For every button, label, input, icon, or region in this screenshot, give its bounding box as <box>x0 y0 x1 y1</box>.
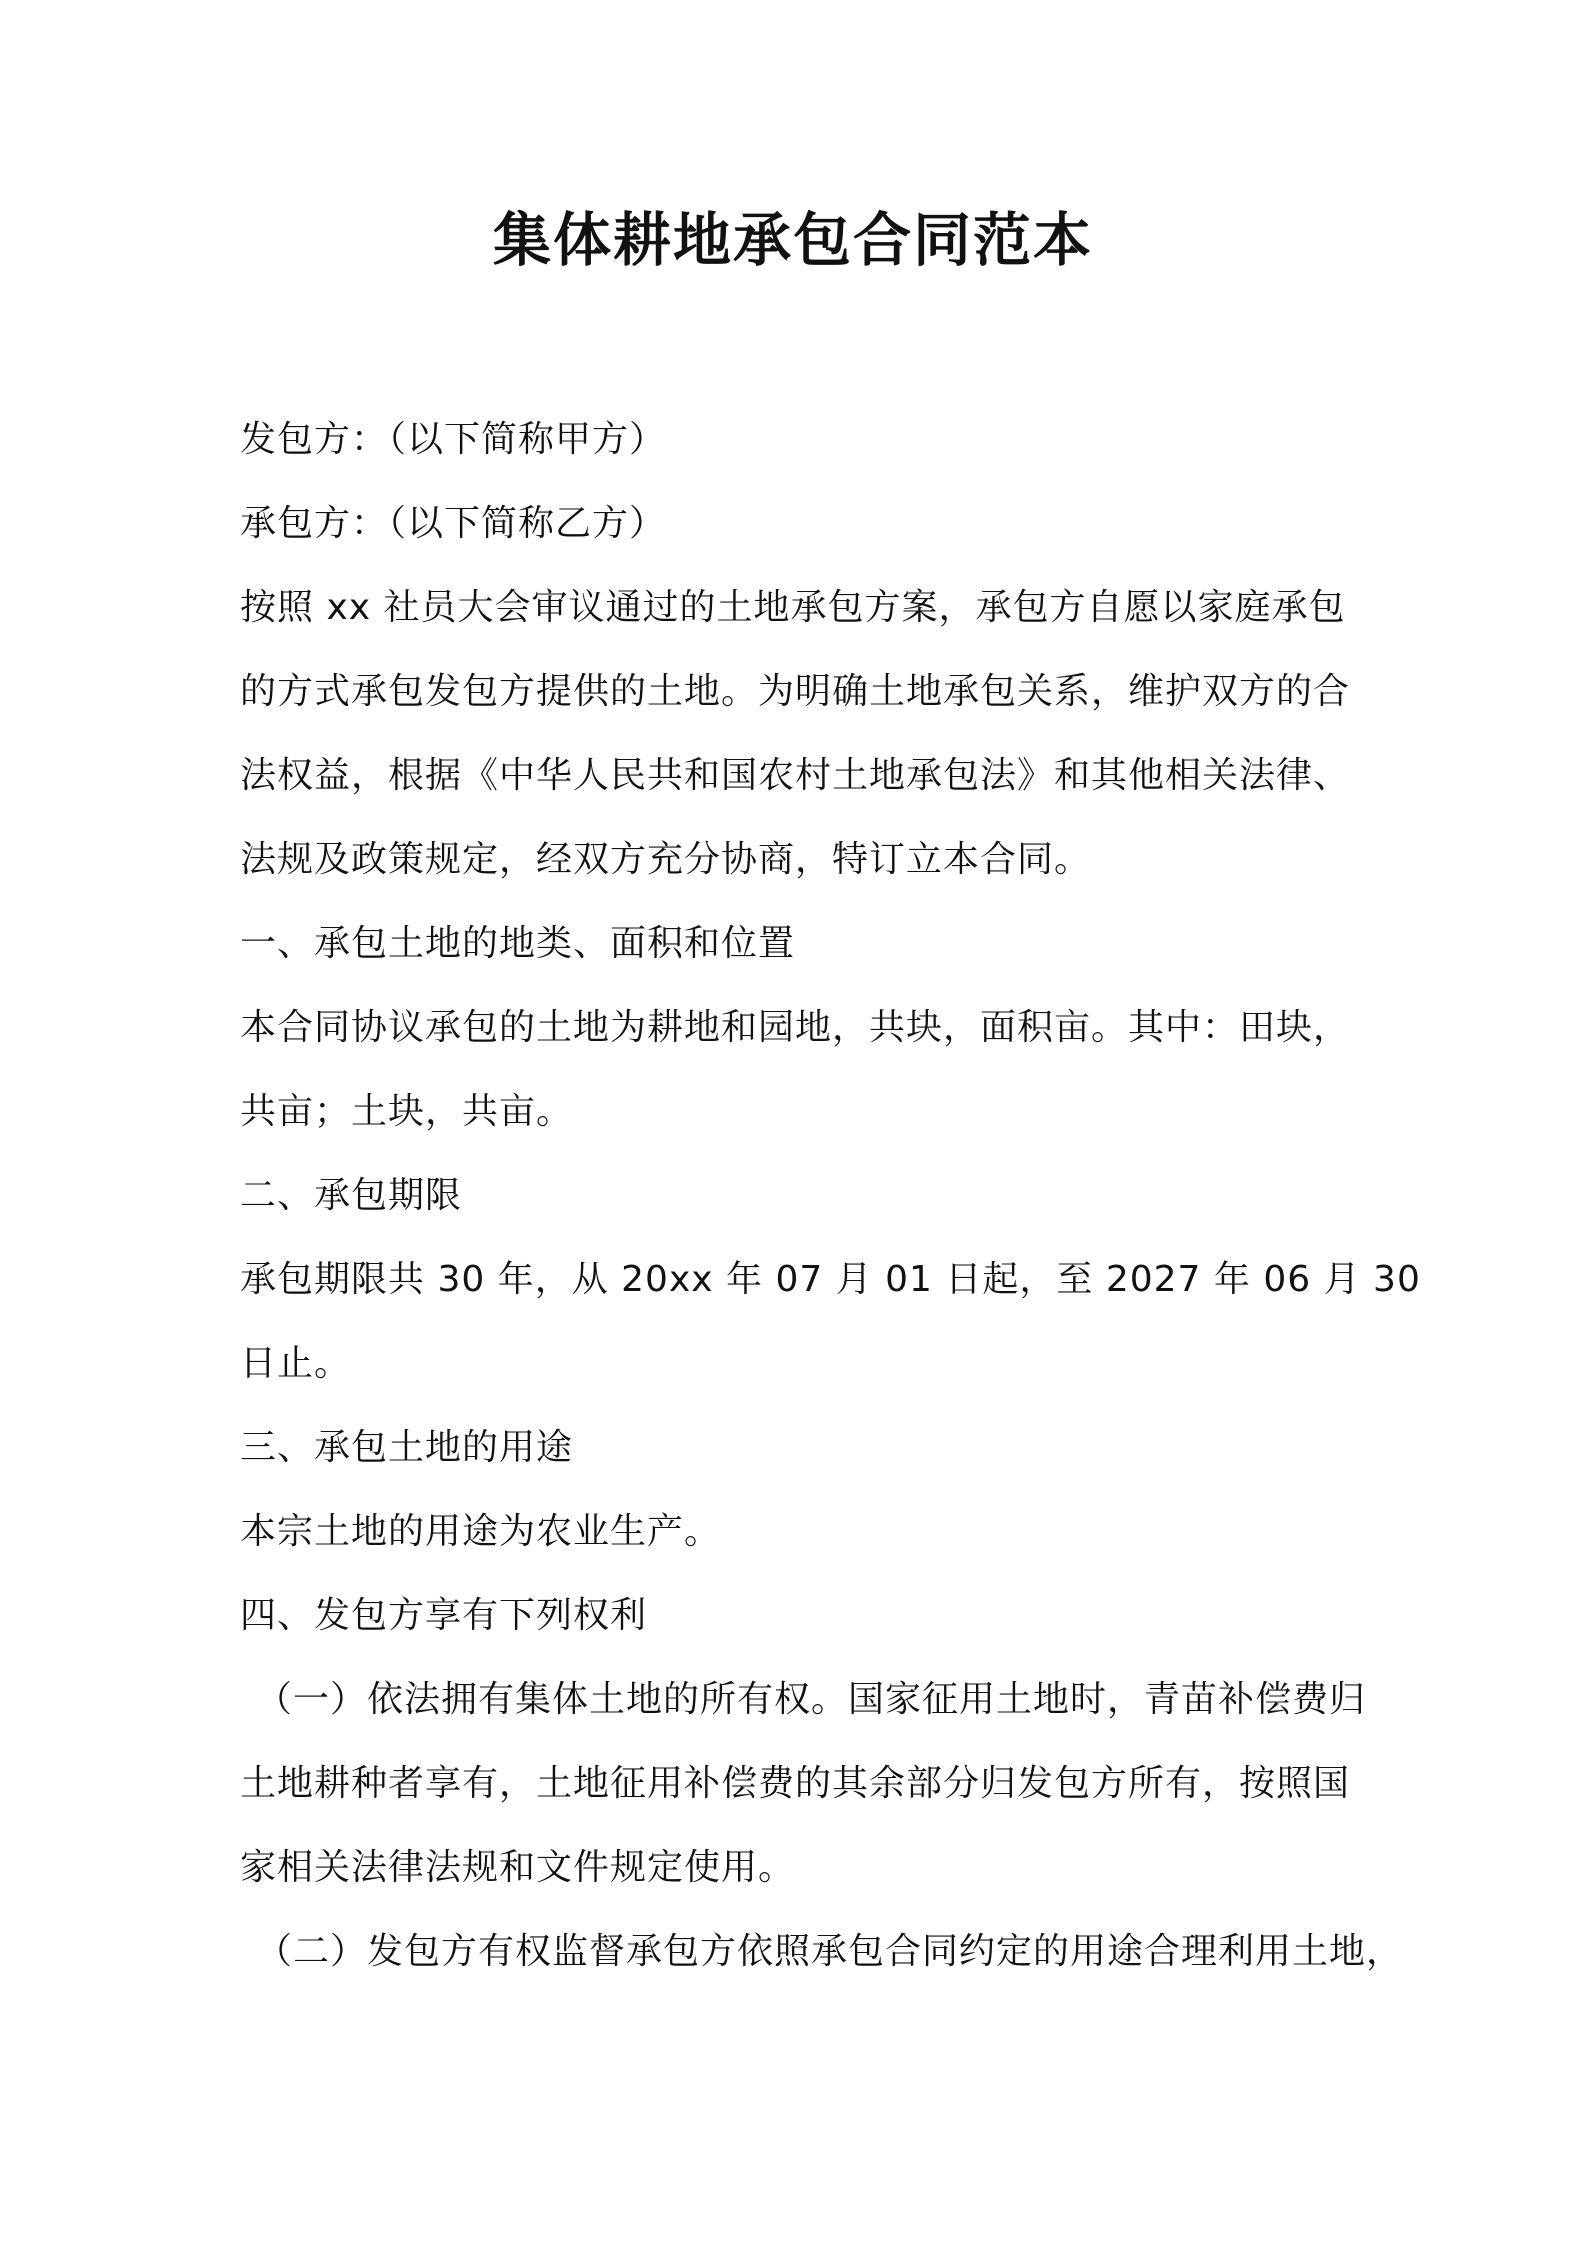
party-a-line: 发包方：（以下简称甲方） <box>240 419 667 460</box>
section-1-text: 共亩；土块，共亩。 <box>240 1091 574 1132</box>
party-b-line: 承包方：（以下简称乙方） <box>240 503 667 544</box>
section-heading-2: 二、承包期限 <box>240 1175 463 1216</box>
section-1-text: 本合同协议承包的土地为耕地和园地，共块，面积亩。其中：田块， <box>240 1007 1351 1048</box>
preamble-line: 按照 xx 社员大会审议通过的土地承包方案，承包方自愿以家庭承包 <box>240 587 1346 628</box>
clause-4-2: （二）发包方有权监督承包方依照承包合同约定的用途合理利用土地， <box>256 1931 1404 1972</box>
preamble-line: 的方式承包发包方提供的土地。为明确土地承包关系，维护双方的合 <box>240 671 1351 712</box>
clause-4-1: （一）依法拥有集体土地的所有权。国家征用土地时，青苗补偿费归 <box>256 1679 1367 1720</box>
section-heading-3: 三、承包土地的用途 <box>240 1427 574 1468</box>
preamble-line: 法权益，根据《中华人民共和国农村土地承包法》和其他相关法律、 <box>240 755 1351 796</box>
section-3-text: 本宗土地的用途为农业生产。 <box>240 1511 722 1552</box>
preamble-line: 法规及政策规定，经双方充分协商，特订立本合同。 <box>240 839 1092 880</box>
section-2-text: 日止。 <box>240 1343 352 1384</box>
clause-4-1: 家相关法律法规和文件规定使用。 <box>240 1847 796 1888</box>
section-2-text: 承包期限共 30 年，从 20xx 年 07 月 01 日起，至 2027 年 06 月 30 <box>240 1259 1421 1300</box>
document-title: 集体耕地承包合同范本 <box>492 206 1093 274</box>
clause-4-1: 土地耕种者享有，土地征用补偿费的其余部分归发包方所有，按照国 <box>240 1763 1351 1804</box>
section-heading-4: 四、发包方享有下列权利 <box>240 1595 648 1636</box>
document-body <box>240 398 1421 1994</box>
section-heading-1: 一、承包土地的地类、面积和位置 <box>240 923 796 964</box>
